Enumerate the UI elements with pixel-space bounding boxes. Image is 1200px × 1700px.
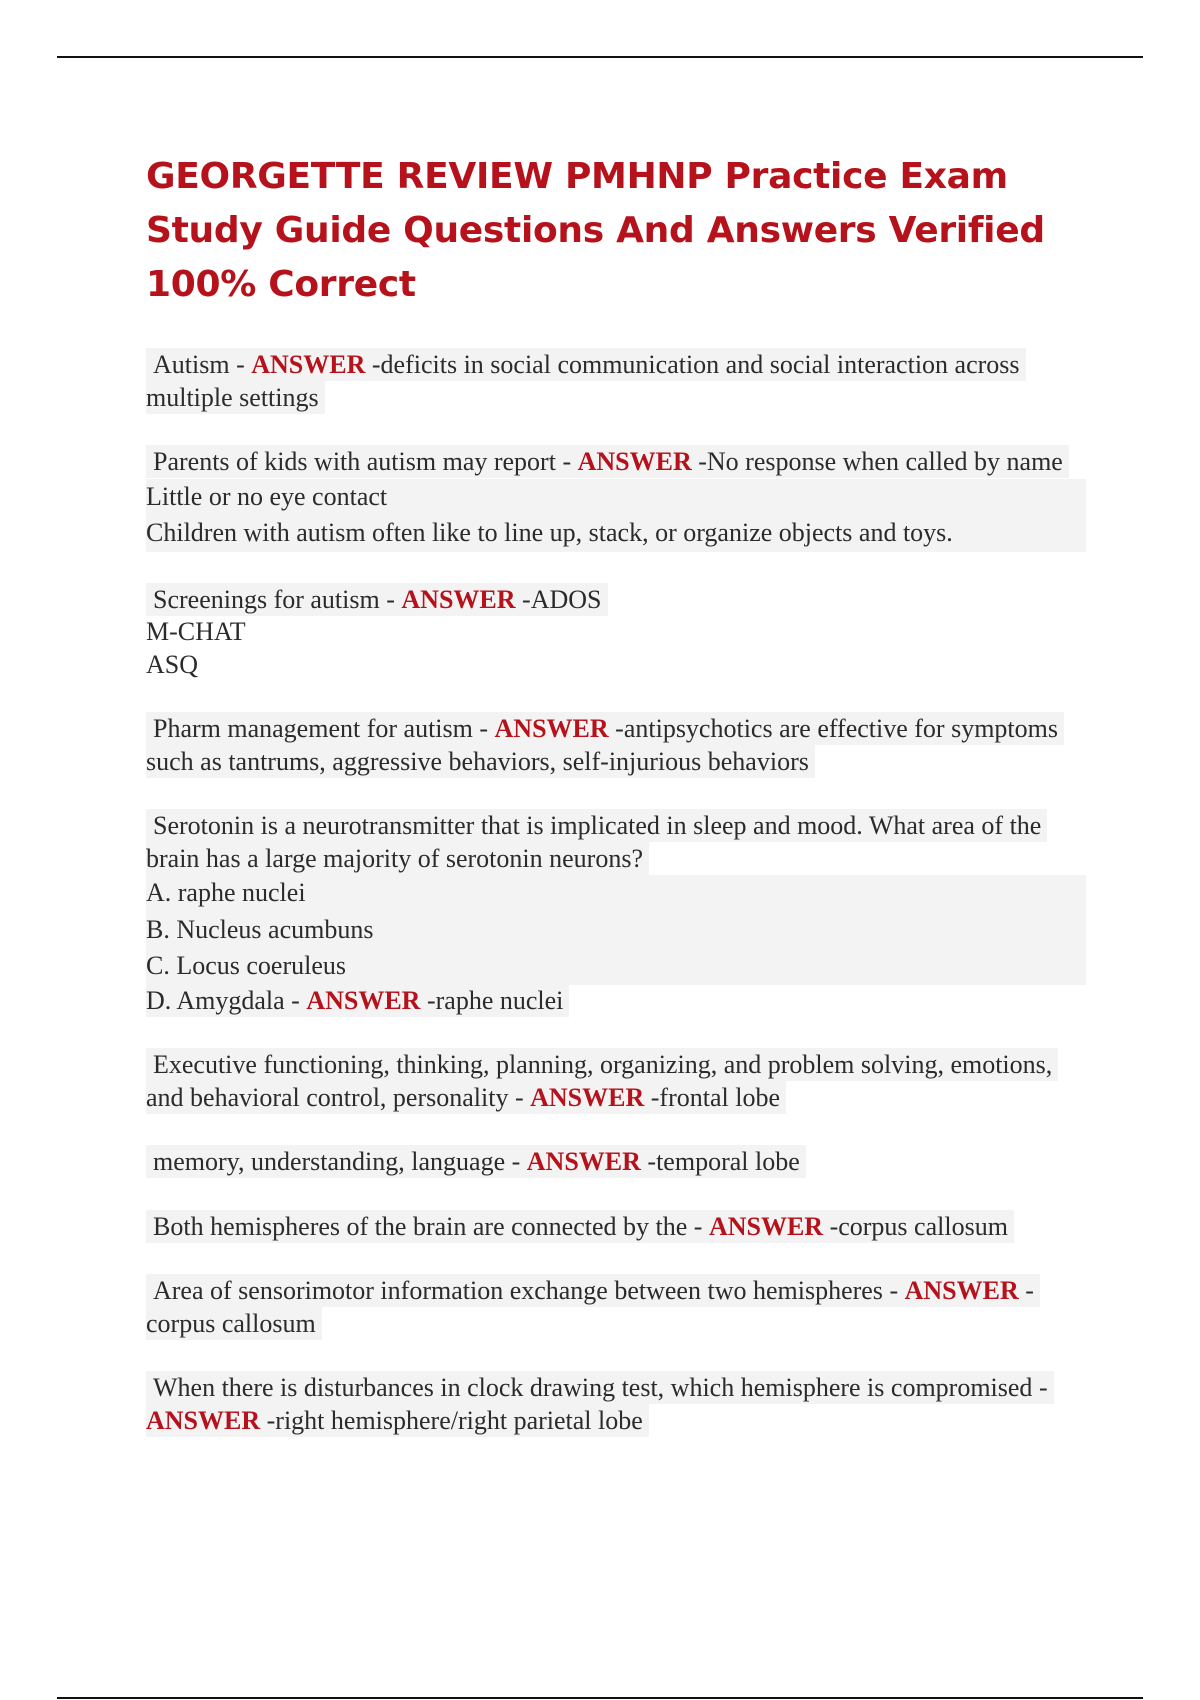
top-rule xyxy=(57,56,1143,58)
answer-text: -ADOS xyxy=(522,584,602,614)
answer-text: -corpus callosum xyxy=(146,1276,1034,1338)
qa-item: Pharm management for autism - ANSWER -antipsychotics are effective for symptoms such as tantrums, aggressive behaviors, self-injurious behaviors xyxy=(146,713,1086,778)
question-text: Executive functioning, thinking, planning, organizing, and problem solving, emotions, and behavioral control, personality xyxy=(146,1050,1053,1112)
question-text: Pharm management for autism xyxy=(153,714,473,743)
qa-item: Screenings for autism - ANSWER -ADOS M-CHAT ASQ xyxy=(146,584,1086,682)
question-text: Both hemispheres of the brain are connected by the xyxy=(153,1211,688,1241)
qa-item: Both hemispheres of the brain are connected by the - ANSWER -corpus callosum xyxy=(146,1211,1086,1244)
qa-item: Autism - ANSWER -deficits in social communication and social interaction across multiple settings xyxy=(146,349,1086,414)
option-c: C. Locus coeruleus xyxy=(146,948,1086,985)
answer-marker: ANSWER xyxy=(530,1082,645,1112)
answer-line: ASQ xyxy=(146,649,199,679)
answer-marker: ANSWER xyxy=(708,1211,824,1241)
answer-text: -antipsychotics are effective for symptoms such as tantrums, aggressive behaviors, self-injurious behaviors xyxy=(146,714,1058,776)
qa-item: Parents of kids with autism may report - ANSWER -No response when called by name Little or no eye contact Children with autism often like to line up, stack, or organize objects and toys. xyxy=(146,446,1086,552)
answer-text: -deficits in social communication and social interaction across multiple settings xyxy=(146,350,1020,412)
answer-text: -temporal lobe xyxy=(647,1147,800,1176)
answer-line: Little or no eye contact xyxy=(146,479,1086,516)
question-text: Screenings for autism xyxy=(153,584,380,614)
answer-marker: ANSWER xyxy=(494,714,609,743)
question-text: Serotonin is a neurotransmitter that is implicated in sleep and mood. What area of the brain has a large majority of serotonin neurons? xyxy=(146,811,1042,873)
answer-marker: ANSWER xyxy=(146,1405,261,1435)
question-text: memory, understanding, language xyxy=(153,1147,506,1176)
answer-text: -corpus callosum xyxy=(829,1211,1008,1241)
qa-item: When there is disturbances in clock drawing test, which hemisphere is compromised - ANSWER -right hemisphere/right parietal lobe xyxy=(146,1372,1086,1437)
option-a: A. raphe nuclei xyxy=(146,875,1086,912)
option-b: B. Nucleus acumbuns xyxy=(146,912,1086,949)
answer-marker: ANSWER xyxy=(401,584,516,614)
answer-line: M-CHAT xyxy=(146,617,246,646)
qa-item: Area of sensorimotor information exchange between two hemispheres - ANSWER -corpus callosum xyxy=(146,1275,1086,1340)
answer-text: -raphe nuclei xyxy=(426,985,564,1015)
question-text: Autism xyxy=(153,350,230,379)
document-title: GEORGETTE REVIEW PMHNP Practice Exam Study Guide Questions And Answers Verified 100% Correct xyxy=(146,156,1045,305)
answer-marker: ANSWER xyxy=(251,350,366,379)
answer-marker: ANSWER xyxy=(526,1147,641,1176)
question-text: Parents of kids with autism may report xyxy=(153,447,556,476)
answer-text: -No response when called by name xyxy=(698,447,1063,476)
qa-item: memory, understanding, language - ANSWER -temporal lobe xyxy=(146,1146,1086,1179)
answer-marker: ANSWER xyxy=(577,447,692,476)
document-body xyxy=(146,150,1086,1469)
question-text: Area of sensorimotor information exchange between two hemispheres xyxy=(153,1276,883,1305)
answer-text: -right hemisphere/right parietal lobe xyxy=(266,1405,643,1435)
qa-item: Executive functioning, thinking, planning, organizing, and problem solving, emotions, and behavioral control, personality - ANSWER -frontal lobe xyxy=(146,1049,1086,1114)
qa-item: Serotonin is a neurotransmitter that is implicated in sleep and mood. What area of the brain has a large majority of serotonin neurons? A. raphe nuclei B. Nucleus acumbuns C. Locus coeruleus D. Amygdala - ANSWER -raphe nuclei xyxy=(146,810,1086,1017)
answer-marker: ANSWER xyxy=(306,985,421,1015)
answer-line: Children with autism often like to line up, stack, or organize objects and toys. xyxy=(146,515,1086,552)
answer-marker: ANSWER xyxy=(904,1276,1019,1305)
option-d: D. Amygdala xyxy=(146,985,285,1015)
bottom-rule xyxy=(57,1697,1143,1699)
question-text: When there is disturbances in clock drawing test, which hemisphere is compromised xyxy=(153,1373,1033,1402)
answer-text: -frontal lobe xyxy=(650,1082,780,1112)
